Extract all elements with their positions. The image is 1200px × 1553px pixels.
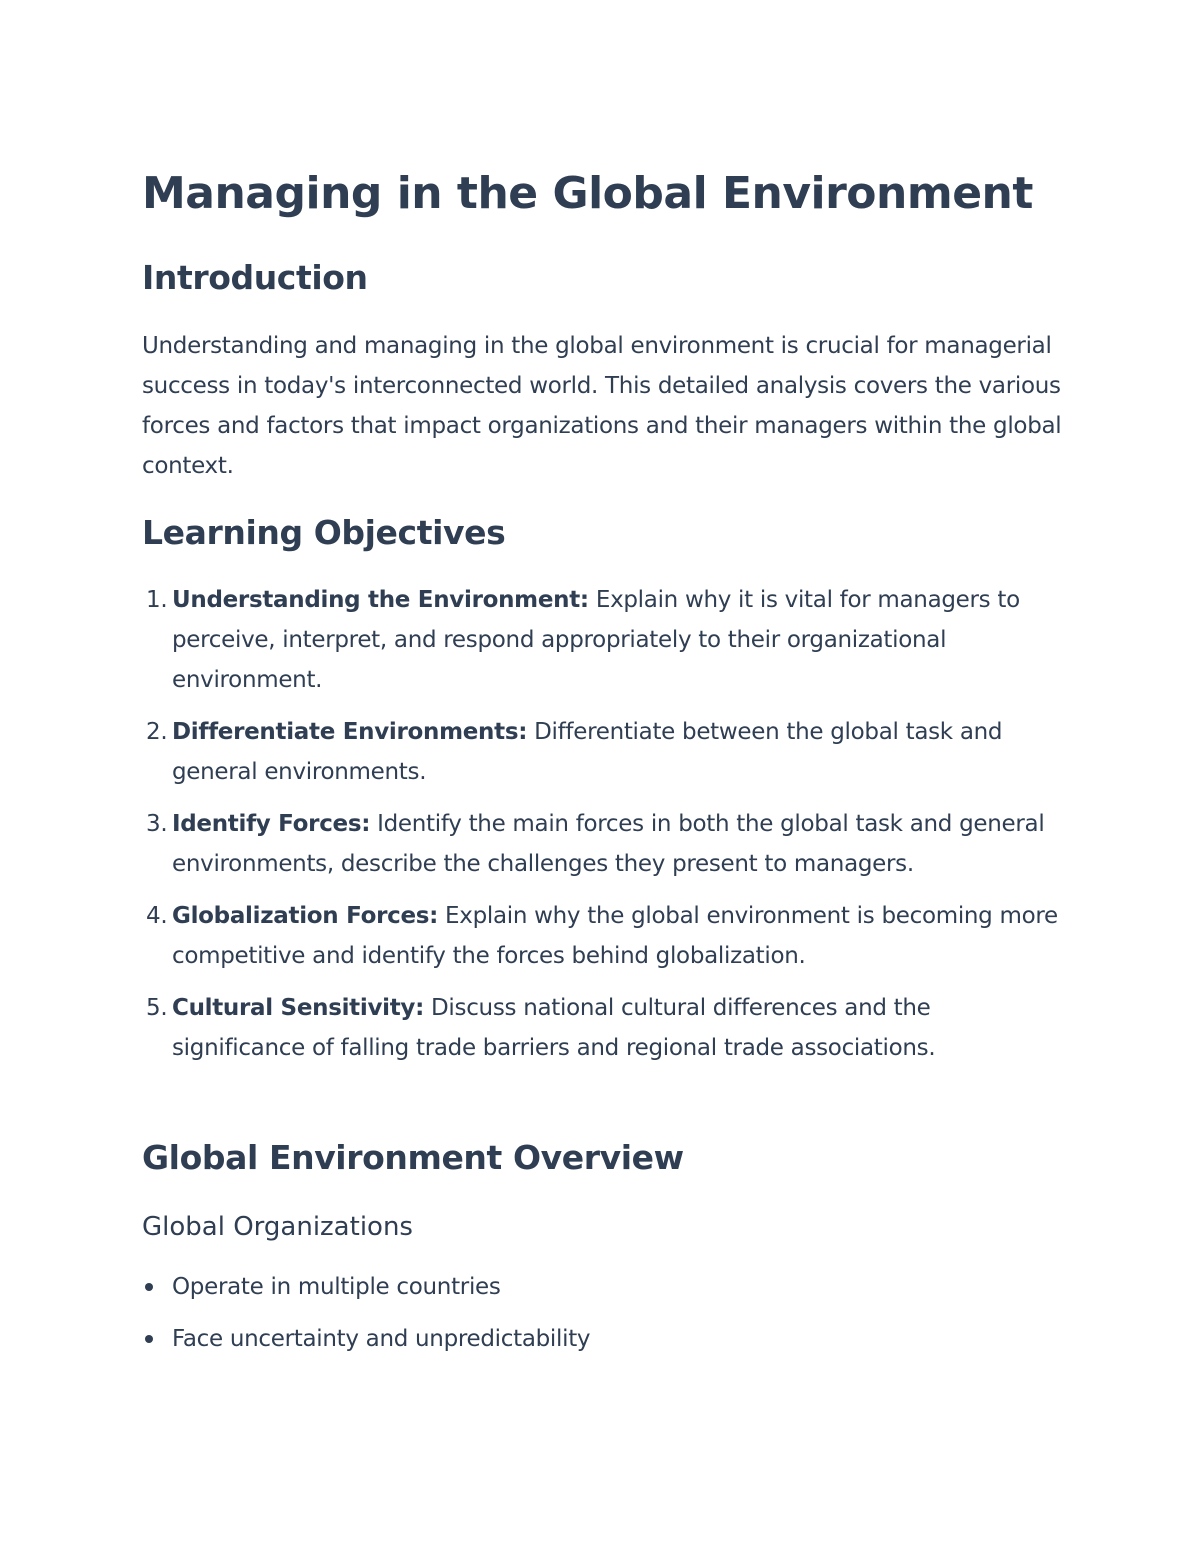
objective-item (142, 988, 1062, 1068)
document-title: Managing in the Global Environment (142, 168, 1033, 219)
bullet-icon (145, 1335, 153, 1343)
objective-number: 3. (146, 811, 168, 837)
objective-text: Identify the main forces in both the global task and general environments, describe the challenges they present to managers. (172, 811, 1045, 877)
learning-objectives-list (142, 580, 1062, 1080)
objective-item (142, 580, 1062, 700)
objective-number: 1. (146, 587, 168, 613)
objective-number: 5. (146, 995, 168, 1021)
list-item (142, 1319, 1062, 1359)
list-item-text: Face uncertainty and unpredictability (172, 1326, 591, 1352)
objective-term: Understanding the Environment: (172, 587, 589, 613)
objective-number: 4. (146, 903, 168, 929)
objective-item (142, 804, 1062, 884)
objective-term: Cultural Sensitivity: (172, 995, 425, 1021)
global-organizations-subheading: Global Organizations (142, 1212, 413, 1242)
objective-text: Explain why it is vital for managers to perceive, interpret, and respond appropriately to their organizational environment. (172, 587, 1020, 693)
list-item (142, 1267, 1062, 1307)
learning-objectives-heading: Learning Objectives (142, 513, 506, 552)
introduction-paragraph: Understanding and managing in the global environment is crucial for managerial success in today's interconnected world. This detailed analysis covers the various forces and factors that impact organizations and their managers within the global context. (142, 333, 1062, 479)
objective-term: Differentiate Environments: (172, 719, 528, 745)
bullet-icon (145, 1283, 153, 1291)
objective-text: Differentiate between the global task and general environments. (172, 719, 1003, 785)
introduction-heading: Introduction (142, 258, 368, 297)
objective-term: Identify Forces: (172, 811, 371, 837)
objective-number: 2. (146, 719, 168, 745)
overview-heading: Global Environment Overview (142, 1138, 684, 1177)
objective-text: Discuss national cultural differences and the significance of falling trade barriers and regional trade associations. (172, 995, 936, 1061)
list-item-text: Operate in multiple countries (172, 1274, 501, 1300)
objective-term: Globalization Forces: (172, 903, 439, 929)
objective-text: Explain why the global environment is becoming more competitive and identify the forces behind globalization. (172, 903, 1058, 969)
objective-item (142, 712, 1062, 792)
global-organizations-list (142, 1267, 1062, 1371)
objective-item (142, 896, 1062, 976)
